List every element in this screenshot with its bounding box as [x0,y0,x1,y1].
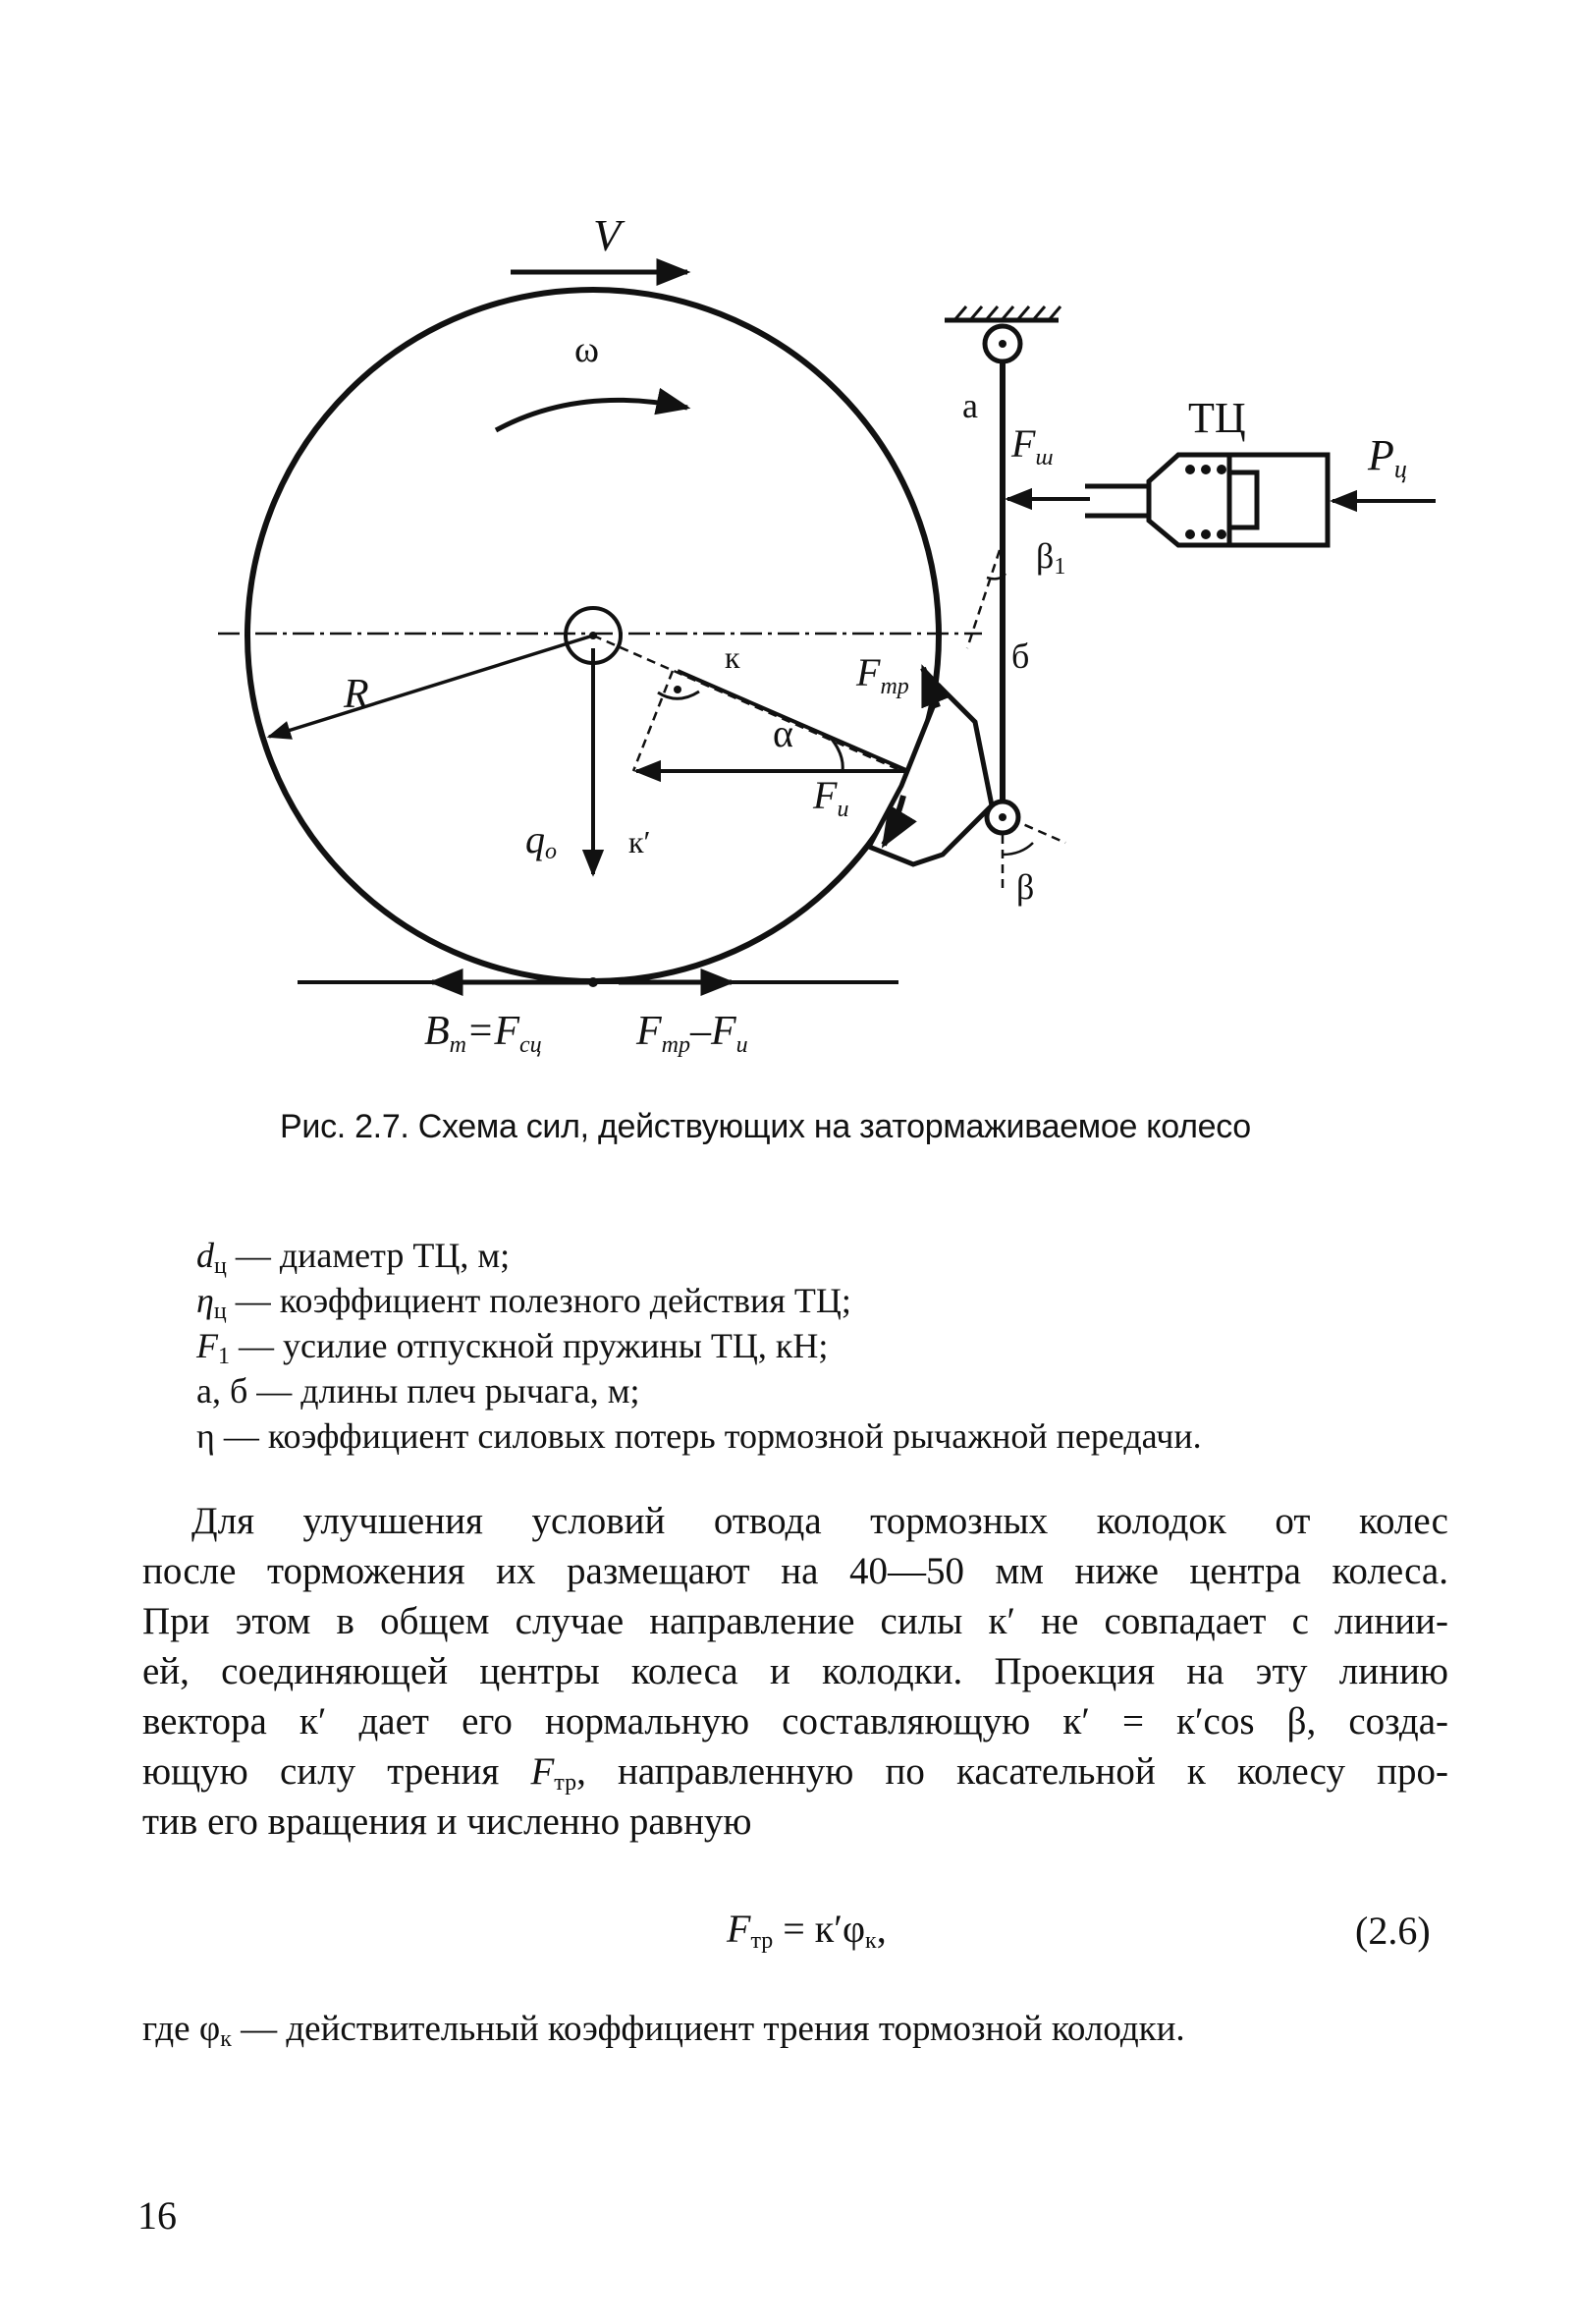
paragraph-line: ей, соединяющей центры колеса и колодки. Проекция на эту линию [142,1650,1448,1692]
paragraph-line: ющую силу трения $F_{тр}$, направленную по касательной к колесу про- [142,1750,1448,1796]
label-omega: ω [574,329,600,370]
label-fsh: $F_ш$ [1011,421,1054,470]
label-k: к [725,639,740,675]
label-ftr-fi: Fтр–Fи [636,1009,748,1058]
paragraph-line: тив его вращения и численно равную [142,1800,752,1843]
definitions-list [196,1233,1453,1459]
label-beta: β [1016,867,1035,907]
label-a: а [962,386,978,425]
label-alpha: α [773,711,793,755]
omega-arc-arrow [496,400,687,430]
figure-caption: Рис. 2.7. Схема сил, действующих на затормаживаемое колесо [280,1108,1251,1145]
label-ftr: $F_{тр}$ [856,650,909,699]
label-tc: ТЦ [1188,394,1246,442]
body-paragraph [142,1496,1448,1847]
definition-item: $F_1$ — усилие отпускной пружины ТЦ, кН; [196,1326,829,1369]
page-number: 16 [137,2193,177,2238]
wheel-force-diagram [0,0,1577,1100]
definition-item: η — коэффициент силовых потерь тормозной рычажной передачи. [196,1416,1202,1456]
label-q0: qо [525,817,557,864]
paragraph-line: после торможения их размещают на 40—50 мм ниже центра колеса. [142,1550,1448,1592]
label-pc: Pц [1368,431,1407,483]
where-line: где $\varphi_к$ — действительный коэффициент трения тормозной колодки. [142,2009,1185,2052]
definition-item: а, б — длины плеч рычага, м; [196,1371,640,1411]
paragraph-line: Для улучшения условий отвода тормозных колодок от колес [191,1500,1448,1542]
label-v: V [593,210,622,260]
paragraph-line: вектора к′ дает его нормальную составляющую к′ = к′cos β, созда- [142,1700,1448,1743]
equation-number: (2.6) [1355,1909,1431,1953]
formula: $F_{тр} = к'\varphi_к$, [727,1907,887,1954]
label-fi: $F_и$ [813,773,849,822]
label-beta1: β1 [1036,536,1066,580]
kprime-dashed-line [633,671,673,771]
definition-item: $\eta_ц$ — коэффициент полезного действия ТЦ; [196,1281,851,1324]
paragraph-line: При этом в общем случае направление силы к′ не совпадает с линии- [142,1600,1448,1642]
label-kprime: к′ [628,824,651,859]
radius-arrow [269,636,593,737]
label-bt-fsc: Bт=Fсц [424,1009,542,1058]
label-r: R [344,672,369,717]
label-b: б [1011,636,1030,676]
definition-item: $d_ц$ — диаметр ТЦ, м; [196,1236,511,1279]
